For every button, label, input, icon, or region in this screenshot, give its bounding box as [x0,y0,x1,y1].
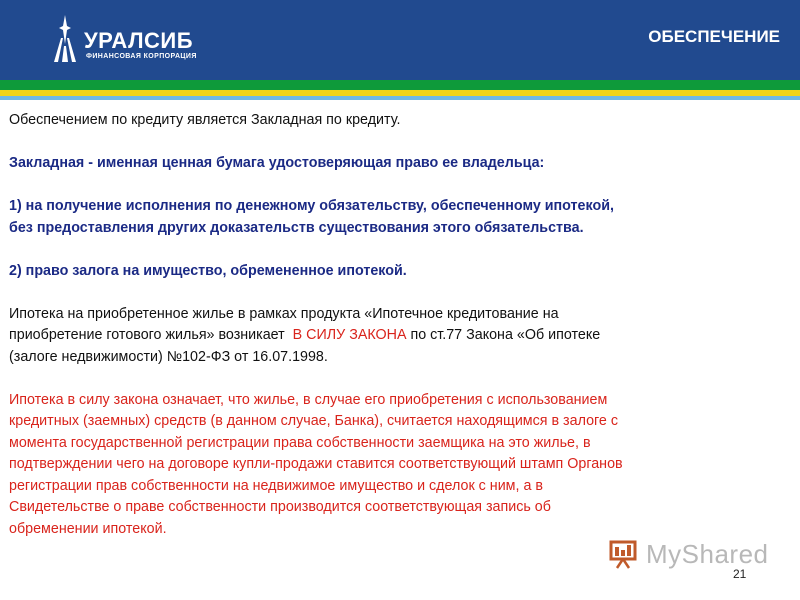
paragraph-product-line-2 [9,325,784,347]
paragraph-law-mortgage-line-2: кредитных (заемных) средств (в данном случае, Банка), считается находящимся в залоге с [9,413,618,429]
paragraph-mortgage-note-definition: Закладная - именная ценная бумага удостоверяющая право ее владельца: [9,155,545,171]
slide-header [0,0,800,80]
paragraph-right-1-line-1: 1) на получение исполнения по денежному обязательству, обеспеченному ипотекой, [9,198,614,214]
green-stripe [0,80,800,90]
slide-body [9,110,784,540]
paragraph-law-mortgage-line-1: Ипотека в силу закона означает, что жилье, в случае его приобретения с использованием [9,391,608,408]
presentation-board-icon [608,539,638,569]
product-text-after: по ст.77 Закона «Об ипотеке [410,327,601,343]
slide-title: ОБЕСПЕЧЕНИЕ [648,27,780,46]
paragraph-law-mortgage-line-5: регистрации прав собственности на недвижимое имущество и сделок с ним, а в [9,477,543,494]
by-law-highlight: В СИЛУ ЗАКОНА [288,327,411,343]
paragraph-right-2: 2) право залога на имущество, обремененное ипотекой. [9,262,407,279]
logo-brand-text: УРАЛСИБ [84,28,194,53]
paragraph-law-mortgage-line-3: момента государственной регистрации права собственности заемщика на это жилье, в [9,434,591,451]
paragraph-law-mortgage-line-4: подтверждении чего на договоре купли-продажи ставится соответствующий штамп Органов [9,456,623,472]
light-blue-stripe [0,96,800,100]
product-text-before: приобретение готового жилья» возникает [9,327,289,343]
logo-tagline: ФИНАНСОВАЯ КОРПОРАЦИЯ [86,53,197,60]
paragraph-right-1-line-2: без предоставления других доказательств существования этого обязательства. [9,219,584,236]
paragraph-product-line-1: Ипотека на приобретенное жилье в рамках продукта «Ипотечное кредитование на [9,305,559,322]
page-number: 21 [733,567,747,581]
paragraph-law-mortgage-line-7: обременении ипотекой. [9,520,167,537]
watermark-text: MyShared [646,539,769,569]
uralsib-logo [50,14,200,64]
uralsib-emblem-icon [50,14,80,64]
myshared-watermark [608,535,778,575]
paragraph-law-mortgage-line-6: Свидетельстве о праве собственности производится соответствующая запись об [9,499,551,515]
paragraph-collateral: Обеспечением по кредиту является Закладная по кредиту. [9,112,401,128]
paragraph-product-line-3: (залоге недвижимости) №102-ФЗ от 16.07.1998. [9,348,328,365]
